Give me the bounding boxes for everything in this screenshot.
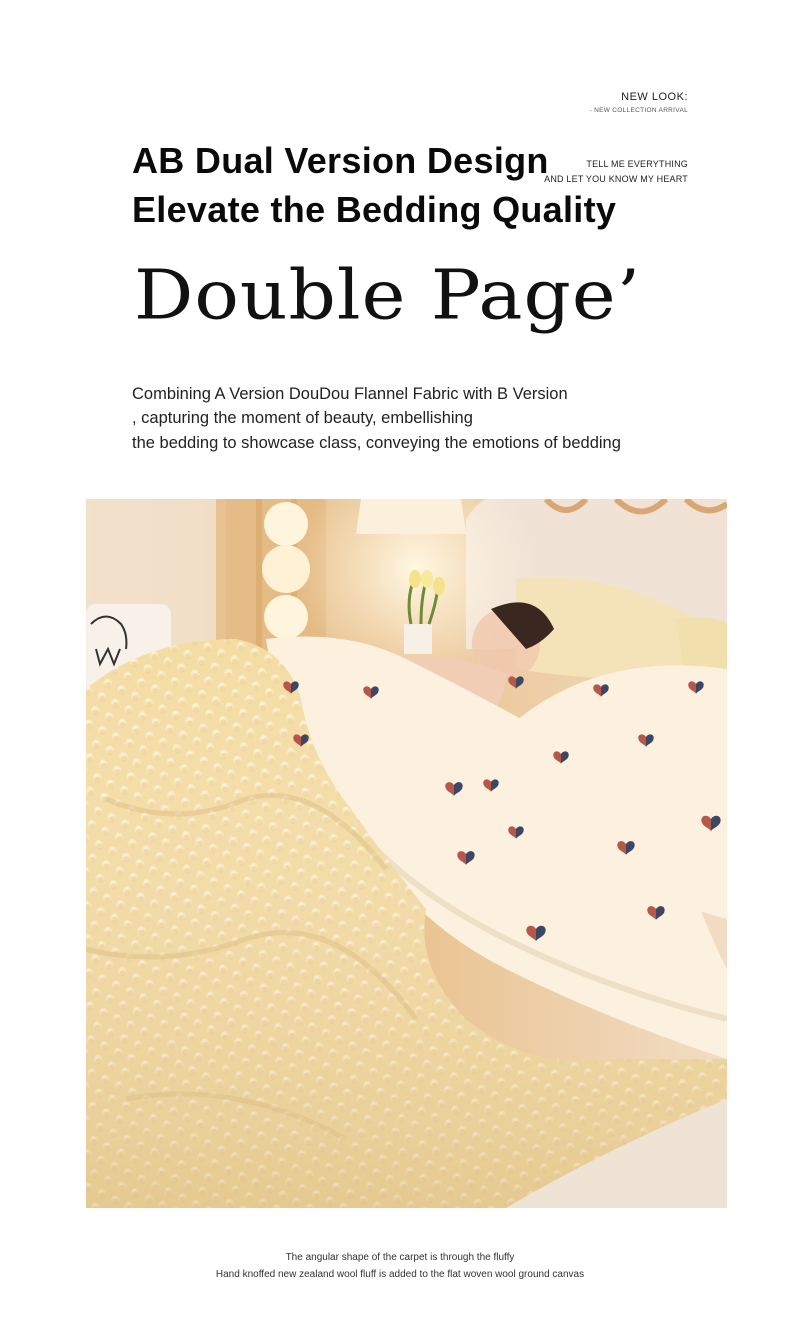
heart-label: AND LET YOU KNOW MY HEART xyxy=(544,174,688,184)
description-line-3: the bedding to showcase class, conveying the emotions of bedding xyxy=(132,434,621,452)
caption-line-1: The angular shape of the carpet is through the fluffy xyxy=(285,1252,515,1263)
description-line-2: , capturing the moment of beauty, embellishing xyxy=(132,409,473,427)
caption-line-2: Hand knoffed new zealand wool fluff is added to the flat woven wool ground canvas xyxy=(215,1269,585,1280)
script-title: Double Page’ xyxy=(134,256,642,336)
headline-line-1: AB Dual Version Design xyxy=(132,140,549,181)
headline-line-2: Elevate the Bedding Quality xyxy=(132,189,617,230)
tell-me-label: TELL ME EVERYTHING xyxy=(586,159,688,169)
new-collection-label: - NEW COLLECTION ARRIVAL xyxy=(589,107,688,114)
description-line-1: Combining A Version DouDou Flannel Fabric with B Version xyxy=(132,385,568,403)
bedding-illustration xyxy=(86,499,727,1208)
new-look-label: NEW LOOK: xyxy=(621,91,688,103)
bedding-photo xyxy=(86,499,727,1208)
